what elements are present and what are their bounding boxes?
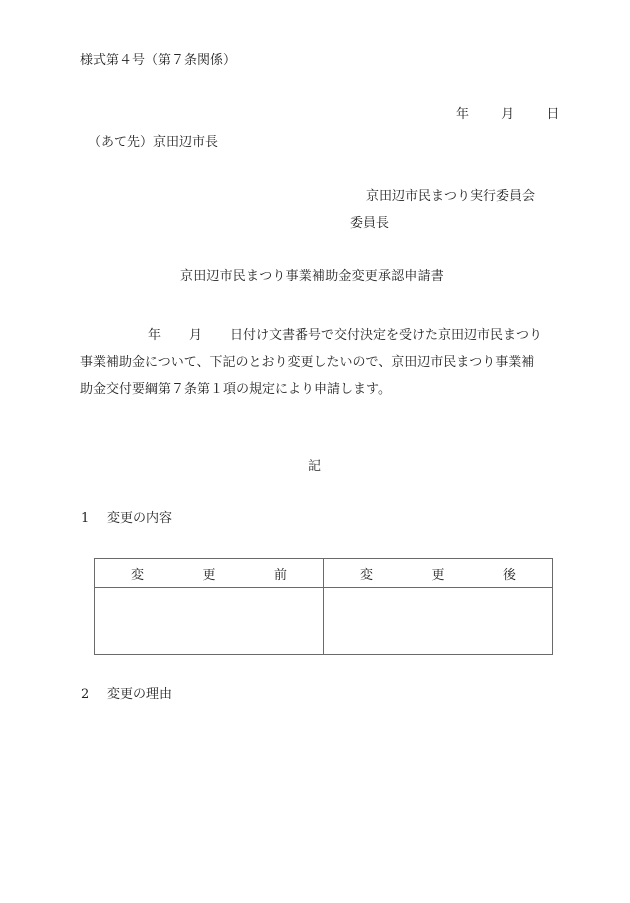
section-2-label: 変更の理由 xyxy=(107,687,173,702)
body-paragraph xyxy=(80,322,555,403)
sender-organization: 京田辺市民まつり実行委員会 xyxy=(366,189,536,204)
header-before-char-3: 前 xyxy=(273,567,287,583)
table-row xyxy=(95,588,553,655)
section-1-label: 変更の内容 xyxy=(107,511,173,526)
change-table xyxy=(94,558,553,655)
cell-after[interactable] xyxy=(324,588,553,655)
header-after-char-1: 変 xyxy=(360,567,374,583)
body-month-label: 月 xyxy=(189,328,203,343)
addressee: （あて先）京田辺市長 xyxy=(88,135,219,150)
section-1-heading xyxy=(81,512,172,525)
body-line-3: 助金交付要綱第７条第１項の規定により申請します。 xyxy=(80,382,391,397)
date-day-label: 日 xyxy=(546,107,560,122)
form-number: 様式第４号（第７条関係） xyxy=(80,53,237,68)
body-line-2: 事業補助金について、下記のとおり変更したいので、京田辺市民まつり事業補 xyxy=(80,355,535,370)
section-2-heading xyxy=(81,688,172,701)
section-2-number: 2 xyxy=(81,687,90,702)
header-after xyxy=(324,559,553,588)
document-title: 京田辺市民まつり事業補助金変更承認申請書 xyxy=(180,269,445,284)
body-line-1-text: 日付け文書番号で交付決定を受けた京田辺市民まつり xyxy=(230,328,543,343)
section-1-number: 1 xyxy=(81,511,90,526)
body-line-1 xyxy=(80,322,555,349)
date-line xyxy=(456,108,559,121)
header-after-char-2: 更 xyxy=(431,567,445,583)
header-before-char-1: 変 xyxy=(131,567,145,583)
header-after-char-3: 後 xyxy=(502,567,516,583)
header-before xyxy=(95,559,324,588)
change-table-header-row xyxy=(95,559,553,588)
ki-heading: 記 xyxy=(308,459,322,474)
cell-before[interactable] xyxy=(95,588,324,655)
date-month-label: 月 xyxy=(501,107,515,122)
date-year-label: 年 xyxy=(456,107,470,122)
header-before-char-2: 更 xyxy=(202,567,216,583)
body-year-label: 年 xyxy=(148,328,162,343)
sender-title: 委員長 xyxy=(350,216,390,231)
